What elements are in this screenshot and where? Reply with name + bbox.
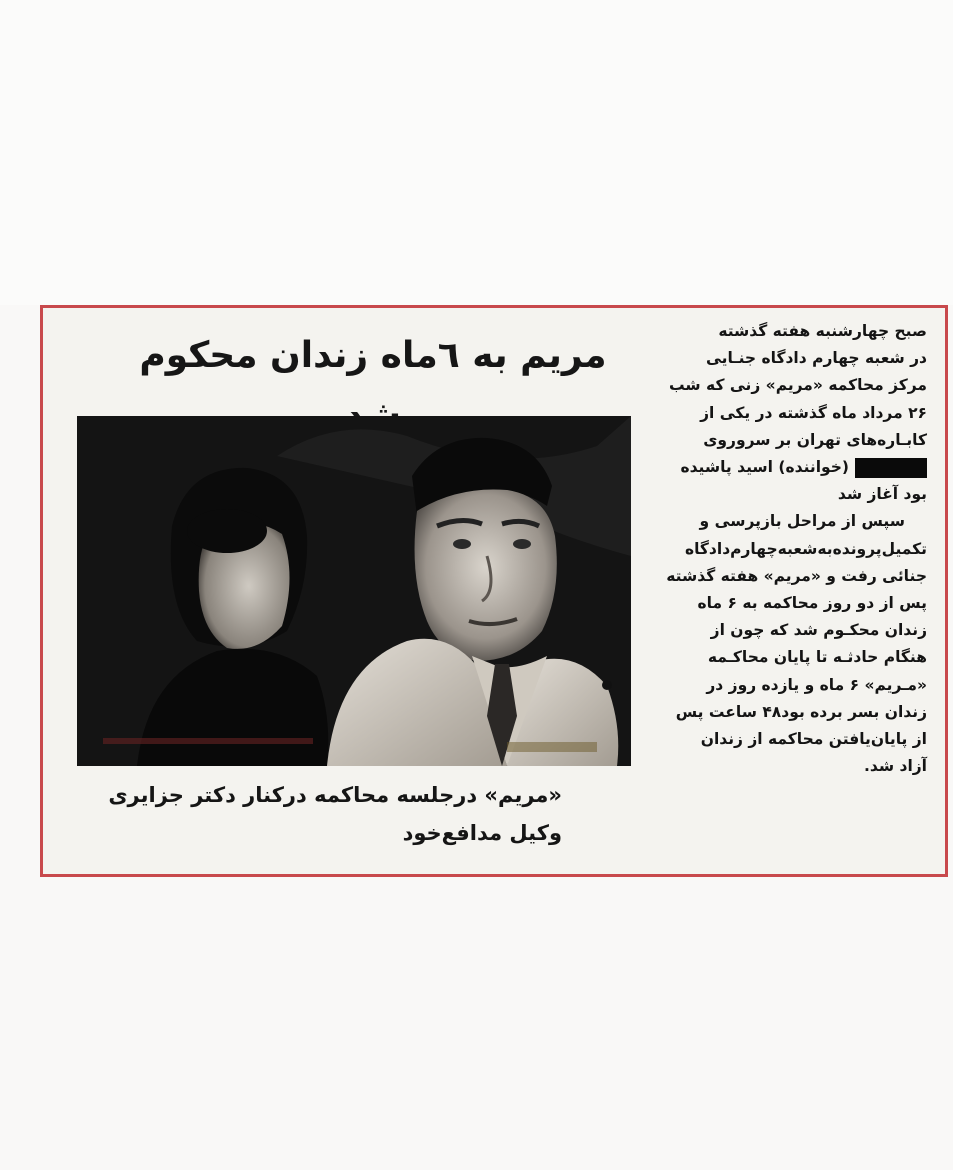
article-line: جنائی رفت و «مریم» هفته گذشته xyxy=(666,566,927,585)
article-line: در شعبه چهارم دادگاه جنـایی xyxy=(705,349,927,368)
article-line: سپس از مراحل بازپرسی و xyxy=(699,512,905,531)
article-body xyxy=(655,318,927,780)
article-line: زندان بسر برده بود۴۸ ساعت پس xyxy=(675,702,927,721)
article-line: «مـریم» ۶ ماه و یازده روز در xyxy=(706,675,927,694)
article-line: از پایان‌یافتن محاکمه از زندان xyxy=(700,730,927,749)
article-line: زندان محکـوم شد که چون از xyxy=(710,621,927,640)
page-background-top xyxy=(0,0,953,305)
headline: مریم به ٦ماه زندان محکوم xyxy=(139,335,607,376)
article-line: تکمیل‌پرونده‌به‌شعبه‌چهارم‌دادگاه xyxy=(684,539,927,558)
article-line: آزاد شد. xyxy=(864,757,927,776)
article-line-text: (خواننده) اسید پاشیده xyxy=(680,458,849,477)
news-photo xyxy=(77,416,631,766)
photo-illustration xyxy=(77,416,631,766)
caption-line-2: وکیل مدافع‌خود xyxy=(402,821,562,845)
caption-line-1: «مریم» درجلسه محاکمه درکنار دکتر جزایری xyxy=(108,783,562,807)
article-line: ۲۶ مرداد ماه گذشته در یکی از xyxy=(700,403,927,422)
article-line: مرکز محاکمه «مریم» زنی که شب xyxy=(669,376,927,395)
article-line: پس از دو روز محاکمه به ۶ ماه xyxy=(697,594,927,613)
redaction-bar xyxy=(855,458,927,478)
article-line: کابـاره‌های تهران بر سروروی xyxy=(703,430,927,449)
article-line-with-redaction xyxy=(655,454,927,481)
article-line: بود آغاز شد xyxy=(837,485,927,504)
article-line: صبح چهارشنبه هفته گذشته xyxy=(718,322,927,340)
bullet-dot xyxy=(602,680,612,690)
photo-caption xyxy=(57,776,562,852)
newspaper-clipping xyxy=(40,305,948,877)
article-line: هنگام حادثـه تا پایان محاکـمه xyxy=(707,648,927,667)
